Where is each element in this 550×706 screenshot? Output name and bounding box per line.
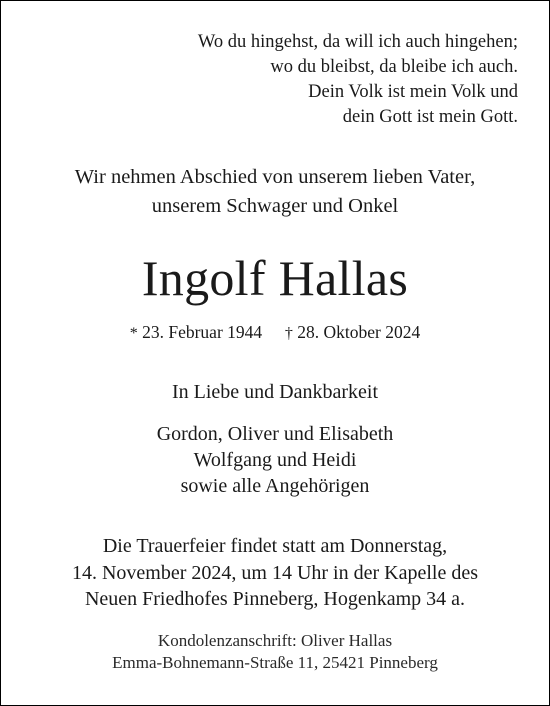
- funeral-service-info: [0, 533, 550, 613]
- deceased-name: Ingolf Hallas: [141, 250, 409, 306]
- service-line: 14. November 2024, um 14 Uhr in der Kapelle des: [71, 561, 478, 584]
- birth-symbol: *: [129, 325, 138, 342]
- verse-line: dein Gott ist mein Gott.: [342, 107, 518, 127]
- life-dates: [0, 320, 550, 346]
- service-line: Neuen Friedhofes Pinneberg, Hogenkamp 34 a.: [84, 588, 466, 610]
- death-cross-icon: †: [284, 325, 293, 342]
- mourners-list: [0, 421, 550, 499]
- intro-line: unserem Schwager und Onkel: [151, 195, 399, 217]
- birth-date: 23. Februar 1944: [142, 322, 263, 342]
- mourner-line: Gordon, Oliver und Elisabeth: [156, 423, 394, 445]
- verse-line: Dein Volk ist mein Volk und: [308, 82, 518, 102]
- mourner-line: Wolfgang und Heidi: [193, 449, 357, 471]
- condolence-line: Kondolenzanschrift: Oliver Hallas: [157, 631, 393, 650]
- verse-line: Wo du hingehst, da will ich auch hingehen;: [197, 32, 518, 52]
- condolence-address: [0, 630, 550, 674]
- mourners-heading: In Liebe und Dankbarkeit: [171, 381, 379, 403]
- verse-line: wo du bleibst, da bleibe ich auch.: [270, 57, 518, 77]
- intro-line: Wir nehmen Abschied von unserem lieben Vater,: [74, 166, 476, 188]
- death-date: 28. Oktober 2024: [297, 322, 421, 342]
- condolence-line: Emma-Bohnemann-Straße 11, 25421 Pinneberg: [112, 653, 438, 672]
- farewell-intro: [0, 163, 550, 221]
- mourner-line: sowie alle Angehörigen: [180, 475, 370, 497]
- bible-verse: [198, 30, 518, 130]
- service-line: Die Trauerfeier findet statt am Donnerstag,: [102, 535, 448, 557]
